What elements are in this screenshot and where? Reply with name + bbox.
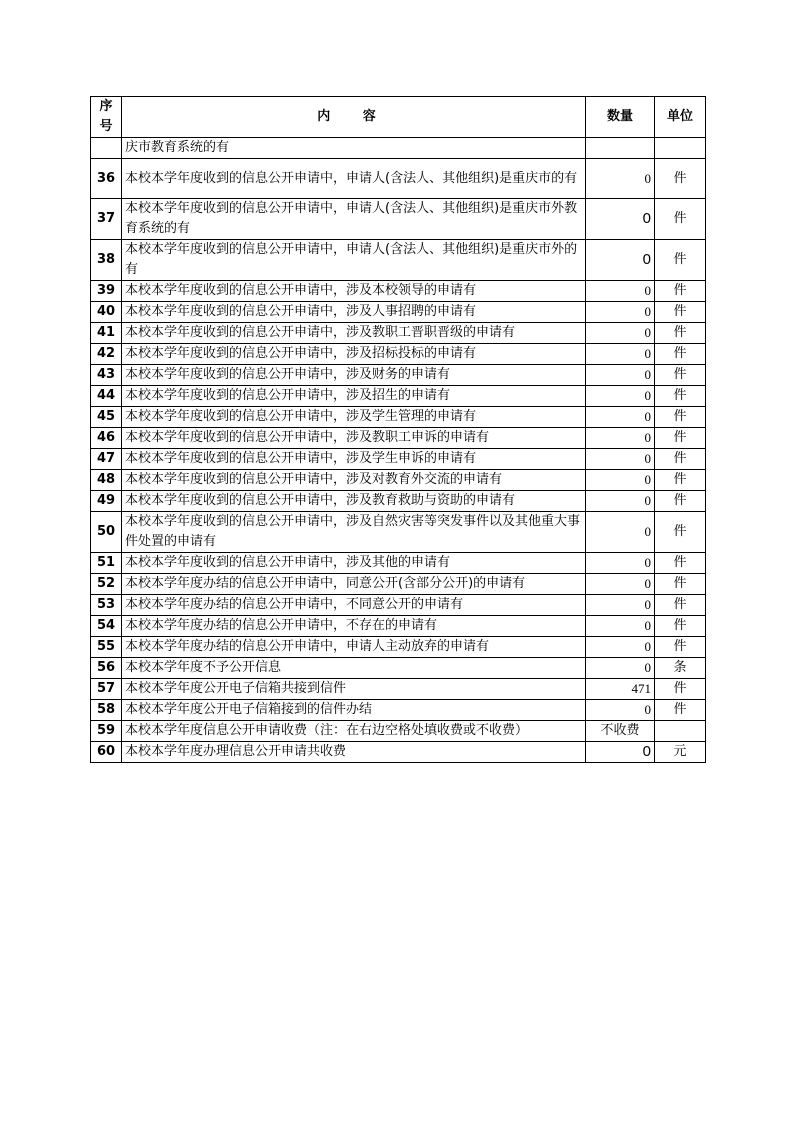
row-unit: 件: [655, 574, 706, 595]
row-unit: 件: [655, 616, 706, 637]
row-number: 36: [91, 159, 122, 199]
row-content: 本校本学年度公开电子信箱接到的信件办结: [122, 700, 586, 721]
table-row: [91, 574, 706, 595]
row-content: 本校本学年度收到的信息公开申请中，申请人(含法人、其他组织)是重庆市的有: [122, 159, 586, 199]
row-quantity: 0: [586, 595, 655, 616]
row-unit: 件: [655, 700, 706, 721]
table-row: [91, 449, 706, 470]
row-unit: 件: [655, 344, 706, 365]
row-unit: 件: [655, 637, 706, 658]
row-number: 41: [91, 323, 122, 344]
table-row: [91, 365, 706, 386]
row-content: 本校本学年度收到的信息公开申请中，涉及对教育外交流的申请有: [122, 470, 586, 491]
table-row: [91, 281, 706, 302]
row-number: 48: [91, 470, 122, 491]
row-unit: 件: [655, 428, 706, 449]
table-row: [91, 658, 706, 679]
row-unit: 条: [655, 658, 706, 679]
table-row: [91, 470, 706, 491]
table-row: [91, 323, 706, 344]
row-content: 本校本学年度公开电子信箱共接到信件: [122, 679, 586, 700]
row-quantity: 0: [586, 407, 655, 428]
table-row: [91, 700, 706, 721]
row-quantity: 0: [586, 428, 655, 449]
row-quantity: 0: [586, 449, 655, 470]
header-number: 序号: [91, 97, 122, 138]
row-content: 本校本学年度不予公开信息: [122, 658, 586, 679]
row-number: 52: [91, 574, 122, 595]
row-unit: 件: [655, 159, 706, 199]
row-content: 本校本学年度收到的信息公开申请中，涉及本校领导的申请有: [122, 281, 586, 302]
table-row: [91, 240, 706, 281]
row-content: 本校本学年度收到的信息公开申请中，涉及教职工晋职晋级的申请有: [122, 323, 586, 344]
row-number: 47: [91, 449, 122, 470]
row-content: 本校本学年度收到的信息公开申请中，涉及财务的申请有: [122, 365, 586, 386]
row-quantity: 0: [586, 302, 655, 323]
row-number: 54: [91, 616, 122, 637]
row-unit: 件: [655, 199, 706, 240]
row-content: 本校本学年度收到的信息公开申请中，涉及其他的申请有: [122, 553, 586, 574]
table-row: [91, 595, 706, 616]
row-number: 55: [91, 637, 122, 658]
row-content: 本校本学年度收到的信息公开申请中，涉及自然灾害等突发事件以及其他重大事件处置的申请有: [122, 512, 586, 553]
header-content: 内 容: [122, 97, 586, 138]
table-row: [91, 491, 706, 512]
table-row: [91, 637, 706, 658]
row-quantity: [586, 138, 655, 159]
row-number: 39: [91, 281, 122, 302]
table-row: [91, 553, 706, 574]
table-row: [91, 344, 706, 365]
table-row: [91, 742, 706, 763]
row-number: 53: [91, 595, 122, 616]
row-content: 本校本学年度办结的信息公开申请中，同意公开(含部分公开)的申请有: [122, 574, 586, 595]
row-quantity: 0: [586, 658, 655, 679]
row-number: 40: [91, 302, 122, 323]
row-content: 本校本学年度收到的信息公开申请中，涉及人事招聘的申请有: [122, 302, 586, 323]
row-unit: 件: [655, 323, 706, 344]
row-number: 59: [91, 721, 122, 742]
row-unit: [655, 721, 706, 742]
table-row: [91, 159, 706, 199]
row-number: 56: [91, 658, 122, 679]
row-number: 44: [91, 386, 122, 407]
row-unit: 件: [655, 240, 706, 281]
row-unit: 件: [655, 302, 706, 323]
row-unit: 件: [655, 449, 706, 470]
row-quantity: 0: [586, 574, 655, 595]
row-number: 42: [91, 344, 122, 365]
row-unit: 件: [655, 512, 706, 553]
continuation-row: [91, 138, 706, 159]
header-unit: 单位: [655, 97, 706, 138]
row-quantity: 0: [586, 637, 655, 658]
row-number: 46: [91, 428, 122, 449]
table-row: [91, 199, 706, 240]
row-content: 本校本学年度办结的信息公开申请中，不存在的申请有: [122, 616, 586, 637]
row-quantity: 471: [586, 679, 655, 700]
row-unit: 件: [655, 281, 706, 302]
row-quantity: 0: [586, 323, 655, 344]
row-number: 49: [91, 491, 122, 512]
table-row: [91, 616, 706, 637]
row-number: 50: [91, 512, 122, 553]
row-quantity: 0: [586, 159, 655, 199]
row-number: 51: [91, 553, 122, 574]
row-unit: 件: [655, 595, 706, 616]
table-row: [91, 386, 706, 407]
row-content: 本校本学年度办结的信息公开申请中，不同意公开的申请有: [122, 595, 586, 616]
row-quantity: 0: [586, 742, 655, 763]
row-content: 本校本学年度收到的信息公开申请中，涉及教育救助与资助的申请有: [122, 491, 586, 512]
row-quantity: 不收费: [586, 721, 655, 742]
row-content: 庆市教育系统的有: [122, 138, 586, 159]
row-number: 37: [91, 199, 122, 240]
row-quantity: 0: [586, 199, 655, 240]
table-row: [91, 679, 706, 700]
table-row: [91, 407, 706, 428]
table-body: [91, 138, 706, 763]
row-unit: 件: [655, 491, 706, 512]
row-content: 本校本学年度收到的信息公开申请中，涉及学生管理的申请有: [122, 407, 586, 428]
table-header-row: [91, 97, 706, 138]
row-number: 43: [91, 365, 122, 386]
row-number: 60: [91, 742, 122, 763]
table-row: [91, 428, 706, 449]
row-quantity: 0: [586, 553, 655, 574]
row-quantity: 0: [586, 386, 655, 407]
row-number: 58: [91, 700, 122, 721]
row-unit: 件: [655, 553, 706, 574]
row-number: 45: [91, 407, 122, 428]
row-unit: 件: [655, 365, 706, 386]
row-content: 本校本学年度收到的信息公开申请中，涉及教职工申诉的申请有: [122, 428, 586, 449]
row-number: 57: [91, 679, 122, 700]
row-content: 本校本学年度收到的信息公开申请中，涉及学生申诉的申请有: [122, 449, 586, 470]
row-unit: [655, 138, 706, 159]
row-unit: 件: [655, 679, 706, 700]
row-content: 本校本学年度收到的信息公开申请中，申请人(含法人、其他组织)是重庆市外教育系统的有: [122, 199, 586, 240]
row-quantity: 0: [586, 491, 655, 512]
row-content: 本校本学年度收到的信息公开申请中，涉及招生的申请有: [122, 386, 586, 407]
disclosure-statistics-table: [90, 96, 706, 763]
row-content: 本校本学年度办理信息公开申请共收费: [122, 742, 586, 763]
row-quantity: 0: [586, 470, 655, 491]
row-unit: 件: [655, 407, 706, 428]
row-content: 本校本学年度办结的信息公开申请中，申请人主动放弃的申请有: [122, 637, 586, 658]
table-row: [91, 721, 706, 742]
row-quantity: 0: [586, 700, 655, 721]
table-row: [91, 302, 706, 323]
row-quantity: 0: [586, 616, 655, 637]
row-number: [91, 138, 122, 159]
row-number: 38: [91, 240, 122, 281]
row-quantity: 0: [586, 240, 655, 281]
row-quantity: 0: [586, 512, 655, 553]
row-quantity: 0: [586, 281, 655, 302]
table-row: [91, 512, 706, 553]
row-quantity: 0: [586, 344, 655, 365]
row-unit: 件: [655, 386, 706, 407]
row-unit: 件: [655, 470, 706, 491]
row-unit: 元: [655, 742, 706, 763]
header-quantity: 数量: [586, 97, 655, 138]
row-content: 本校本学年度信息公开申请收费（注：在右边空格处填收费或不收费）: [122, 721, 586, 742]
row-content: 本校本学年度收到的信息公开申请中，涉及招标投标的申请有: [122, 344, 586, 365]
row-quantity: 0: [586, 365, 655, 386]
row-content: 本校本学年度收到的信息公开申请中，申请人(含法人、其他组织)是重庆市外的有: [122, 240, 586, 281]
